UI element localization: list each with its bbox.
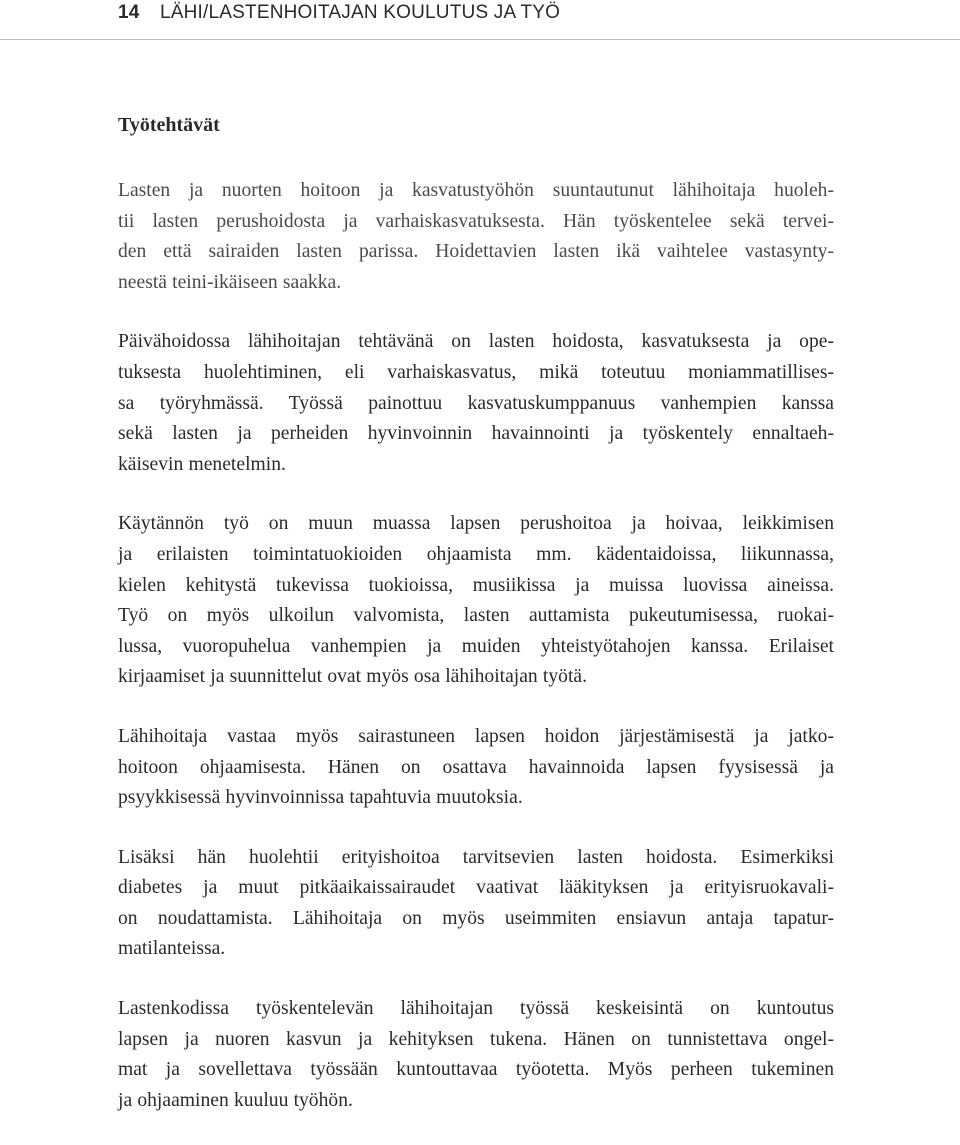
text-line: tii lasten perushoidosta ja varhaiskasvatuksesta. Hän työskentelee sekä tervei- — [118, 210, 834, 232]
text-line: sekä lasten ja perheiden hyvinvoinnin havainnointi ja työskentely ennaltaeh- — [118, 423, 834, 445]
text-line: lapsen ja nuoren kasvun ja kehityksen tukena. Hänen on tunnistettava ongel- — [118, 1028, 834, 1050]
text-line: on noudattamista. Lähihoitaja on myös useimmiten ensiavun antaja tapatur- — [118, 907, 834, 929]
text-line: mat ja sovellettava työssään kuntouttavaa työotetta. Myös perheen tukeminen — [118, 1059, 834, 1081]
text-line: Päivähoidossa lähihoitajan tehtävänä on lasten hoidosta, kasvatuksesta ja ope- — [118, 331, 834, 353]
text-line: Lasten ja nuorten hoitoon ja kasvatustyöhön suuntautunut lähihoitaja huoleh- — [118, 180, 834, 201]
text-line: Käytännön työ on muun muassa lapsen perushoitoa ja hoivaa, leikkimisen — [118, 513, 834, 535]
text-line: kielen kehitystä tukevissa tuokioissa, musiikissa ja muissa luovissa aineissa. — [118, 574, 834, 596]
paragraph-1 — [118, 176, 834, 298]
page-content — [118, 110, 834, 1145]
text-line: Lastenkodissa työskentelevän lähihoitajan työssä keskeisintä on kuntoutus — [118, 998, 834, 1020]
text-line: psyykkisessä hyvinvoinnissa tapahtuvia muutoksia. — [118, 787, 523, 809]
running-title: LÄHI/LASTENHOITAJAN KOULUTUS JA TYÖ — [160, 2, 561, 23]
text-line: den että sairaiden lasten parissa. Hoidettavien lasten ikä vaihtelee vastasynty- — [118, 241, 834, 263]
text-line: matilanteissa. — [118, 938, 226, 960]
page-number: 14 — [118, 2, 140, 23]
text-line: ja erilaisten toimintatuokioiden ohjaamista mm. kädentaidoissa, liikunnassa, — [118, 543, 834, 565]
text-line: tuksesta huolehtiminen, eli varhaiskasvatus, mikä toteutuu moniammatillises- — [118, 361, 834, 383]
text-line: käisevin menetelmin. — [118, 453, 286, 475]
section-heading: Työtehtävät — [118, 114, 220, 136]
text-line: Lähihoitaja vastaa myös sairastuneen lapsen hoidon järjestämisestä ja jatko- — [118, 725, 834, 747]
text-line: diabetes ja muut pitkäaikaissairaudet vaativat lääkityksen ja erityisruokavali- — [118, 877, 834, 899]
text-line: sa työryhmässä. Työssä painottuu kasvatuskumppanuus vanhempien kanssa — [118, 392, 834, 414]
text-line: neestä teini-ikäiseen saakka. — [118, 271, 342, 293]
text-line: kirjaamiset ja suunnittelut ovat myös osa lähihoitajan työtä. — [118, 666, 587, 688]
text-line: Lisäksi hän huolehtii erityishoitoa tarvitsevien lasten hoidosta. Esimerkiksi — [118, 846, 834, 868]
paragraph-6 — [118, 994, 834, 1116]
text-line: ja ohjaaminen kuuluu työhön. — [118, 1089, 353, 1111]
paragraph-5 — [118, 843, 834, 965]
text-line: hoitoon ohjaamisesta. Hänen on osattava havainnoida lapsen fyysisessä ja — [118, 756, 834, 778]
paragraph-2 — [118, 327, 834, 480]
text-line: lussa, vuoropuhelua vanhempien ja muiden yhteistyötahojen kanssa. Erilaiset — [118, 635, 834, 657]
paragraph-3 — [118, 509, 834, 693]
running-header — [0, 0, 960, 40]
text-line: Työ on myös ulkoilun valvomista, lasten auttamista pukeutumisessa, ruokai- — [118, 605, 834, 627]
paragraph-4 — [118, 722, 834, 814]
